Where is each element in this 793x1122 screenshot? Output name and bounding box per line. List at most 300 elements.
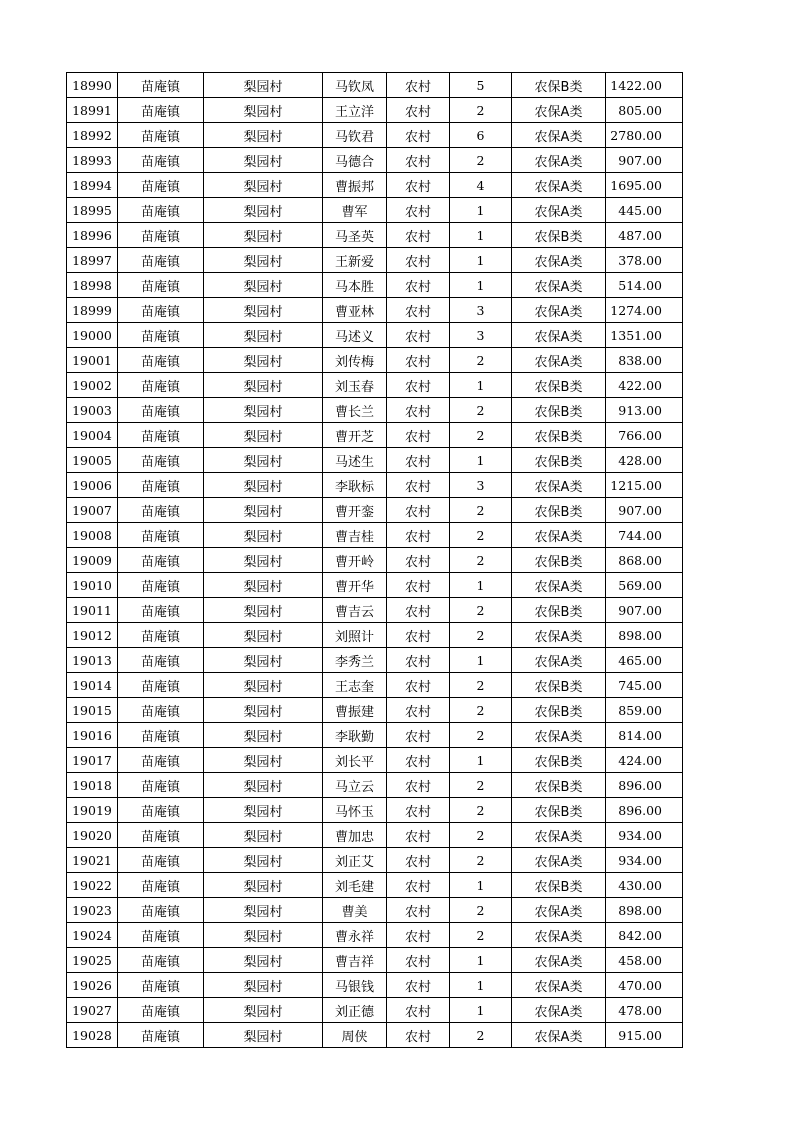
insurance-category-cell: 农保A类 — [512, 248, 606, 273]
area-type-cell: 农村 — [387, 823, 450, 848]
household-count-cell: 2 — [450, 598, 512, 623]
household-count-cell: 2 — [450, 398, 512, 423]
amount-cell: 814.00 — [606, 723, 683, 748]
table-row — [67, 698, 683, 723]
household-count-cell: 1 — [450, 448, 512, 473]
table-row — [67, 473, 683, 498]
household-count-cell: 2 — [450, 348, 512, 373]
insurance-category-cell: 农保A类 — [512, 1023, 606, 1048]
serial-number-cell: 18995 — [67, 198, 118, 223]
amount-cell: 430.00 — [606, 873, 683, 898]
amount-cell: 934.00 — [606, 823, 683, 848]
household-count-cell: 2 — [450, 98, 512, 123]
area-type-cell: 农村 — [387, 373, 450, 398]
table-row — [67, 948, 683, 973]
village-cell: 梨园村 — [204, 598, 323, 623]
insurance-category-cell: 农保B类 — [512, 548, 606, 573]
table-row — [67, 198, 683, 223]
name-cell: 李耿标 — [323, 473, 387, 498]
insurance-category-cell: 农保B类 — [512, 698, 606, 723]
table-row — [67, 548, 683, 573]
town-cell: 苗庵镇 — [118, 173, 204, 198]
insurance-category-cell: 农保B类 — [512, 498, 606, 523]
town-cell: 苗庵镇 — [118, 398, 204, 423]
table-row — [67, 173, 683, 198]
table-row — [67, 448, 683, 473]
household-count-cell: 3 — [450, 298, 512, 323]
serial-number-cell: 18991 — [67, 98, 118, 123]
serial-number-cell: 19012 — [67, 623, 118, 648]
insurance-category-cell: 农保A类 — [512, 148, 606, 173]
name-cell: 马钦凤 — [323, 73, 387, 98]
area-type-cell: 农村 — [387, 173, 450, 198]
town-cell: 苗庵镇 — [118, 273, 204, 298]
town-cell: 苗庵镇 — [118, 223, 204, 248]
amount-cell: 378.00 — [606, 248, 683, 273]
household-count-cell: 2 — [450, 898, 512, 923]
amount-cell: 458.00 — [606, 948, 683, 973]
insurance-category-cell: 农保B类 — [512, 673, 606, 698]
village-cell: 梨园村 — [204, 98, 323, 123]
household-count-cell: 1 — [450, 973, 512, 998]
table-row — [67, 623, 683, 648]
town-cell: 苗庵镇 — [118, 848, 204, 873]
insurance-category-cell: 农保A类 — [512, 273, 606, 298]
town-cell: 苗庵镇 — [118, 898, 204, 923]
serial-number-cell: 19015 — [67, 698, 118, 723]
amount-cell: 1215.00 — [606, 473, 683, 498]
name-cell: 马本胜 — [323, 273, 387, 298]
amount-cell: 915.00 — [606, 1023, 683, 1048]
insurance-category-cell: 农保A类 — [512, 848, 606, 873]
insurance-category-cell: 农保A类 — [512, 998, 606, 1023]
area-type-cell: 农村 — [387, 973, 450, 998]
town-cell: 苗庵镇 — [118, 598, 204, 623]
amount-cell: 422.00 — [606, 373, 683, 398]
area-type-cell: 农村 — [387, 523, 450, 548]
town-cell: 苗庵镇 — [118, 123, 204, 148]
table-row — [67, 648, 683, 673]
household-count-cell: 1 — [450, 648, 512, 673]
amount-cell: 1274.00 — [606, 298, 683, 323]
insurance-category-cell: 农保B类 — [512, 398, 606, 423]
amount-cell: 478.00 — [606, 998, 683, 1023]
name-cell: 曹美 — [323, 898, 387, 923]
village-cell: 梨园村 — [204, 648, 323, 673]
table-row — [67, 298, 683, 323]
serial-number-cell: 18998 — [67, 273, 118, 298]
table-row — [67, 598, 683, 623]
serial-number-cell: 19001 — [67, 348, 118, 373]
insurance-category-cell: 农保A类 — [512, 98, 606, 123]
village-cell: 梨园村 — [204, 448, 323, 473]
village-cell: 梨园村 — [204, 723, 323, 748]
town-cell: 苗庵镇 — [118, 1023, 204, 1048]
amount-cell: 898.00 — [606, 623, 683, 648]
insurance-category-cell: 农保B类 — [512, 798, 606, 823]
village-cell: 梨园村 — [204, 923, 323, 948]
name-cell: 马钦君 — [323, 123, 387, 148]
insurance-category-cell: 农保A类 — [512, 473, 606, 498]
insurance-category-cell: 农保A类 — [512, 573, 606, 598]
household-count-cell: 2 — [450, 723, 512, 748]
town-cell: 苗庵镇 — [118, 423, 204, 448]
name-cell: 刘照计 — [323, 623, 387, 648]
amount-cell: 907.00 — [606, 148, 683, 173]
insurance-category-cell: 农保A类 — [512, 123, 606, 148]
town-cell: 苗庵镇 — [118, 198, 204, 223]
town-cell: 苗庵镇 — [118, 548, 204, 573]
table-row — [67, 973, 683, 998]
amount-cell: 898.00 — [606, 898, 683, 923]
records-table-body — [67, 73, 683, 1048]
table-row — [67, 73, 683, 98]
village-cell: 梨园村 — [204, 673, 323, 698]
area-type-cell: 农村 — [387, 898, 450, 923]
amount-cell: 868.00 — [606, 548, 683, 573]
table-row — [67, 323, 683, 348]
insurance-category-cell: 农保B类 — [512, 773, 606, 798]
area-type-cell: 农村 — [387, 848, 450, 873]
table-row — [67, 748, 683, 773]
name-cell: 马银钱 — [323, 973, 387, 998]
serial-number-cell: 19017 — [67, 748, 118, 773]
village-cell: 梨园村 — [204, 348, 323, 373]
name-cell: 王立洋 — [323, 98, 387, 123]
household-count-cell: 1 — [450, 748, 512, 773]
insurance-category-cell: 农保A类 — [512, 323, 606, 348]
serial-number-cell: 19018 — [67, 773, 118, 798]
table-row — [67, 348, 683, 373]
serial-number-cell: 19024 — [67, 923, 118, 948]
insurance-category-cell: 农保A类 — [512, 898, 606, 923]
area-type-cell: 农村 — [387, 773, 450, 798]
amount-cell: 896.00 — [606, 798, 683, 823]
name-cell: 曹加忠 — [323, 823, 387, 848]
insurance-category-cell: 农保A类 — [512, 523, 606, 548]
name-cell: 曹开华 — [323, 573, 387, 598]
town-cell: 苗庵镇 — [118, 823, 204, 848]
insurance-category-cell: 农保B类 — [512, 873, 606, 898]
serial-number-cell: 18992 — [67, 123, 118, 148]
name-cell: 曹开銮 — [323, 498, 387, 523]
area-type-cell: 农村 — [387, 698, 450, 723]
household-count-cell: 2 — [450, 148, 512, 173]
village-cell: 梨园村 — [204, 698, 323, 723]
village-cell: 梨园村 — [204, 223, 323, 248]
village-cell: 梨园村 — [204, 873, 323, 898]
village-cell: 梨园村 — [204, 73, 323, 98]
household-count-cell: 1 — [450, 948, 512, 973]
name-cell: 刘正艾 — [323, 848, 387, 873]
amount-cell: 907.00 — [606, 598, 683, 623]
serial-number-cell: 19025 — [67, 948, 118, 973]
town-cell: 苗庵镇 — [118, 873, 204, 898]
amount-cell: 805.00 — [606, 98, 683, 123]
amount-cell: 744.00 — [606, 523, 683, 548]
amount-cell: 1695.00 — [606, 173, 683, 198]
household-count-cell: 1 — [450, 248, 512, 273]
name-cell: 曹长兰 — [323, 398, 387, 423]
area-type-cell: 农村 — [387, 398, 450, 423]
serial-number-cell: 19003 — [67, 398, 118, 423]
town-cell: 苗庵镇 — [118, 973, 204, 998]
records-table — [66, 72, 683, 1048]
serial-number-cell: 19019 — [67, 798, 118, 823]
area-type-cell: 农村 — [387, 148, 450, 173]
serial-number-cell: 18993 — [67, 148, 118, 173]
household-count-cell: 2 — [450, 698, 512, 723]
insurance-category-cell: 农保B类 — [512, 73, 606, 98]
name-cell: 马怀玉 — [323, 798, 387, 823]
village-cell: 梨园村 — [204, 398, 323, 423]
name-cell: 曹吉桂 — [323, 523, 387, 548]
area-type-cell: 农村 — [387, 323, 450, 348]
insurance-category-cell: 农保A类 — [512, 173, 606, 198]
name-cell: 王志奎 — [323, 673, 387, 698]
amount-cell: 445.00 — [606, 198, 683, 223]
area-type-cell: 农村 — [387, 448, 450, 473]
area-type-cell: 农村 — [387, 548, 450, 573]
area-type-cell: 农村 — [387, 948, 450, 973]
amount-cell: 569.00 — [606, 573, 683, 598]
name-cell: 曹开芝 — [323, 423, 387, 448]
insurance-category-cell: 农保B类 — [512, 423, 606, 448]
area-type-cell: 农村 — [387, 498, 450, 523]
household-count-cell: 1 — [450, 998, 512, 1023]
serial-number-cell: 19023 — [67, 898, 118, 923]
town-cell: 苗庵镇 — [118, 573, 204, 598]
household-count-cell: 2 — [450, 623, 512, 648]
town-cell: 苗庵镇 — [118, 323, 204, 348]
table-row — [67, 1023, 683, 1048]
amount-cell: 838.00 — [606, 348, 683, 373]
amount-cell: 1422.00 — [606, 73, 683, 98]
table-row — [67, 423, 683, 448]
serial-number-cell: 18997 — [67, 248, 118, 273]
name-cell: 李耿勤 — [323, 723, 387, 748]
insurance-category-cell: 农保A类 — [512, 948, 606, 973]
household-count-cell: 3 — [450, 473, 512, 498]
serial-number-cell: 19020 — [67, 823, 118, 848]
amount-cell: 514.00 — [606, 273, 683, 298]
household-count-cell: 2 — [450, 773, 512, 798]
household-count-cell: 4 — [450, 173, 512, 198]
name-cell: 曹吉祥 — [323, 948, 387, 973]
household-count-cell: 2 — [450, 523, 512, 548]
village-cell: 梨园村 — [204, 998, 323, 1023]
name-cell: 李秀兰 — [323, 648, 387, 673]
village-cell: 梨园村 — [204, 148, 323, 173]
household-count-cell: 2 — [450, 848, 512, 873]
name-cell: 刘长平 — [323, 748, 387, 773]
name-cell: 马德合 — [323, 148, 387, 173]
insurance-category-cell: 农保A类 — [512, 648, 606, 673]
village-cell: 梨园村 — [204, 523, 323, 548]
name-cell: 王新爱 — [323, 248, 387, 273]
town-cell: 苗庵镇 — [118, 623, 204, 648]
area-type-cell: 农村 — [387, 923, 450, 948]
village-cell: 梨园村 — [204, 373, 323, 398]
household-count-cell: 2 — [450, 673, 512, 698]
town-cell: 苗庵镇 — [118, 298, 204, 323]
household-count-cell: 2 — [450, 1023, 512, 1048]
village-cell: 梨园村 — [204, 298, 323, 323]
household-count-cell: 2 — [450, 823, 512, 848]
insurance-category-cell: 农保B类 — [512, 598, 606, 623]
household-count-cell: 3 — [450, 323, 512, 348]
household-count-cell: 5 — [450, 73, 512, 98]
town-cell: 苗庵镇 — [118, 798, 204, 823]
amount-cell: 745.00 — [606, 673, 683, 698]
name-cell: 马立云 — [323, 773, 387, 798]
serial-number-cell: 19000 — [67, 323, 118, 348]
insurance-category-cell: 农保A类 — [512, 348, 606, 373]
table-row — [67, 98, 683, 123]
name-cell: 马述生 — [323, 448, 387, 473]
name-cell: 马圣英 — [323, 223, 387, 248]
serial-number-cell: 19004 — [67, 423, 118, 448]
town-cell: 苗庵镇 — [118, 673, 204, 698]
table-row — [67, 673, 683, 698]
area-type-cell: 农村 — [387, 198, 450, 223]
town-cell: 苗庵镇 — [118, 523, 204, 548]
insurance-category-cell: 农保A类 — [512, 823, 606, 848]
serial-number-cell: 19007 — [67, 498, 118, 523]
town-cell: 苗庵镇 — [118, 773, 204, 798]
amount-cell: 934.00 — [606, 848, 683, 873]
area-type-cell: 农村 — [387, 648, 450, 673]
village-cell: 梨园村 — [204, 323, 323, 348]
village-cell: 梨园村 — [204, 273, 323, 298]
household-count-cell: 1 — [450, 273, 512, 298]
area-type-cell: 农村 — [387, 248, 450, 273]
name-cell: 曹军 — [323, 198, 387, 223]
area-type-cell: 农村 — [387, 273, 450, 298]
amount-cell: 907.00 — [606, 498, 683, 523]
household-count-cell: 2 — [450, 798, 512, 823]
serial-number-cell: 19028 — [67, 1023, 118, 1048]
table-row — [67, 998, 683, 1023]
village-cell: 梨园村 — [204, 773, 323, 798]
village-cell: 梨园村 — [204, 823, 323, 848]
serial-number-cell: 19016 — [67, 723, 118, 748]
household-count-cell: 2 — [450, 498, 512, 523]
amount-cell: 470.00 — [606, 973, 683, 998]
amount-cell: 1351.00 — [606, 323, 683, 348]
household-count-cell: 6 — [450, 123, 512, 148]
household-count-cell: 2 — [450, 423, 512, 448]
name-cell: 刘玉春 — [323, 373, 387, 398]
area-type-cell: 农村 — [387, 798, 450, 823]
table-row — [67, 223, 683, 248]
town-cell: 苗庵镇 — [118, 73, 204, 98]
table-row — [67, 898, 683, 923]
village-cell: 梨园村 — [204, 973, 323, 998]
town-cell: 苗庵镇 — [118, 348, 204, 373]
area-type-cell: 农村 — [387, 748, 450, 773]
amount-cell: 2780.00 — [606, 123, 683, 148]
table-row — [67, 248, 683, 273]
serial-number-cell: 19002 — [67, 373, 118, 398]
serial-number-cell: 19010 — [67, 573, 118, 598]
table-row — [67, 398, 683, 423]
serial-number-cell: 19013 — [67, 648, 118, 673]
name-cell: 曹永祥 — [323, 923, 387, 948]
serial-number-cell: 19014 — [67, 673, 118, 698]
insurance-category-cell: 农保B类 — [512, 223, 606, 248]
village-cell: 梨园村 — [204, 198, 323, 223]
town-cell: 苗庵镇 — [118, 498, 204, 523]
serial-number-cell: 19021 — [67, 848, 118, 873]
village-cell: 梨园村 — [204, 623, 323, 648]
village-cell: 梨园村 — [204, 898, 323, 923]
village-cell: 梨园村 — [204, 1023, 323, 1048]
table-row — [67, 798, 683, 823]
area-type-cell: 农村 — [387, 473, 450, 498]
table-row — [67, 873, 683, 898]
area-type-cell: 农村 — [387, 348, 450, 373]
village-cell: 梨园村 — [204, 248, 323, 273]
name-cell: 曹开岭 — [323, 548, 387, 573]
table-row — [67, 723, 683, 748]
village-cell: 梨园村 — [204, 948, 323, 973]
serial-number-cell: 18994 — [67, 173, 118, 198]
town-cell: 苗庵镇 — [118, 998, 204, 1023]
table-row — [67, 848, 683, 873]
amount-cell: 487.00 — [606, 223, 683, 248]
area-type-cell: 农村 — [387, 223, 450, 248]
village-cell: 梨园村 — [204, 548, 323, 573]
amount-cell: 842.00 — [606, 923, 683, 948]
town-cell: 苗庵镇 — [118, 473, 204, 498]
household-count-cell: 2 — [450, 548, 512, 573]
area-type-cell: 农村 — [387, 1023, 450, 1048]
town-cell: 苗庵镇 — [118, 923, 204, 948]
area-type-cell: 农村 — [387, 673, 450, 698]
area-type-cell: 农村 — [387, 123, 450, 148]
household-count-cell: 1 — [450, 573, 512, 598]
amount-cell: 896.00 — [606, 773, 683, 798]
table-row — [67, 498, 683, 523]
serial-number-cell: 19009 — [67, 548, 118, 573]
insurance-category-cell: 农保A类 — [512, 923, 606, 948]
name-cell: 刘传梅 — [323, 348, 387, 373]
name-cell: 曹吉云 — [323, 598, 387, 623]
village-cell: 梨园村 — [204, 848, 323, 873]
insurance-category-cell: 农保A类 — [512, 723, 606, 748]
table-row — [67, 373, 683, 398]
area-type-cell: 农村 — [387, 623, 450, 648]
household-count-cell: 1 — [450, 198, 512, 223]
village-cell: 梨园村 — [204, 123, 323, 148]
amount-cell: 424.00 — [606, 748, 683, 773]
serial-number-cell: 19008 — [67, 523, 118, 548]
serial-number-cell: 19022 — [67, 873, 118, 898]
village-cell: 梨园村 — [204, 748, 323, 773]
serial-number-cell: 19005 — [67, 448, 118, 473]
name-cell: 马述义 — [323, 323, 387, 348]
village-cell: 梨园村 — [204, 573, 323, 598]
town-cell: 苗庵镇 — [118, 723, 204, 748]
serial-number-cell: 18999 — [67, 298, 118, 323]
household-count-cell: 1 — [450, 223, 512, 248]
town-cell: 苗庵镇 — [118, 748, 204, 773]
insurance-category-cell: 农保B类 — [512, 748, 606, 773]
amount-cell: 465.00 — [606, 648, 683, 673]
insurance-category-cell: 农保A类 — [512, 623, 606, 648]
town-cell: 苗庵镇 — [118, 98, 204, 123]
